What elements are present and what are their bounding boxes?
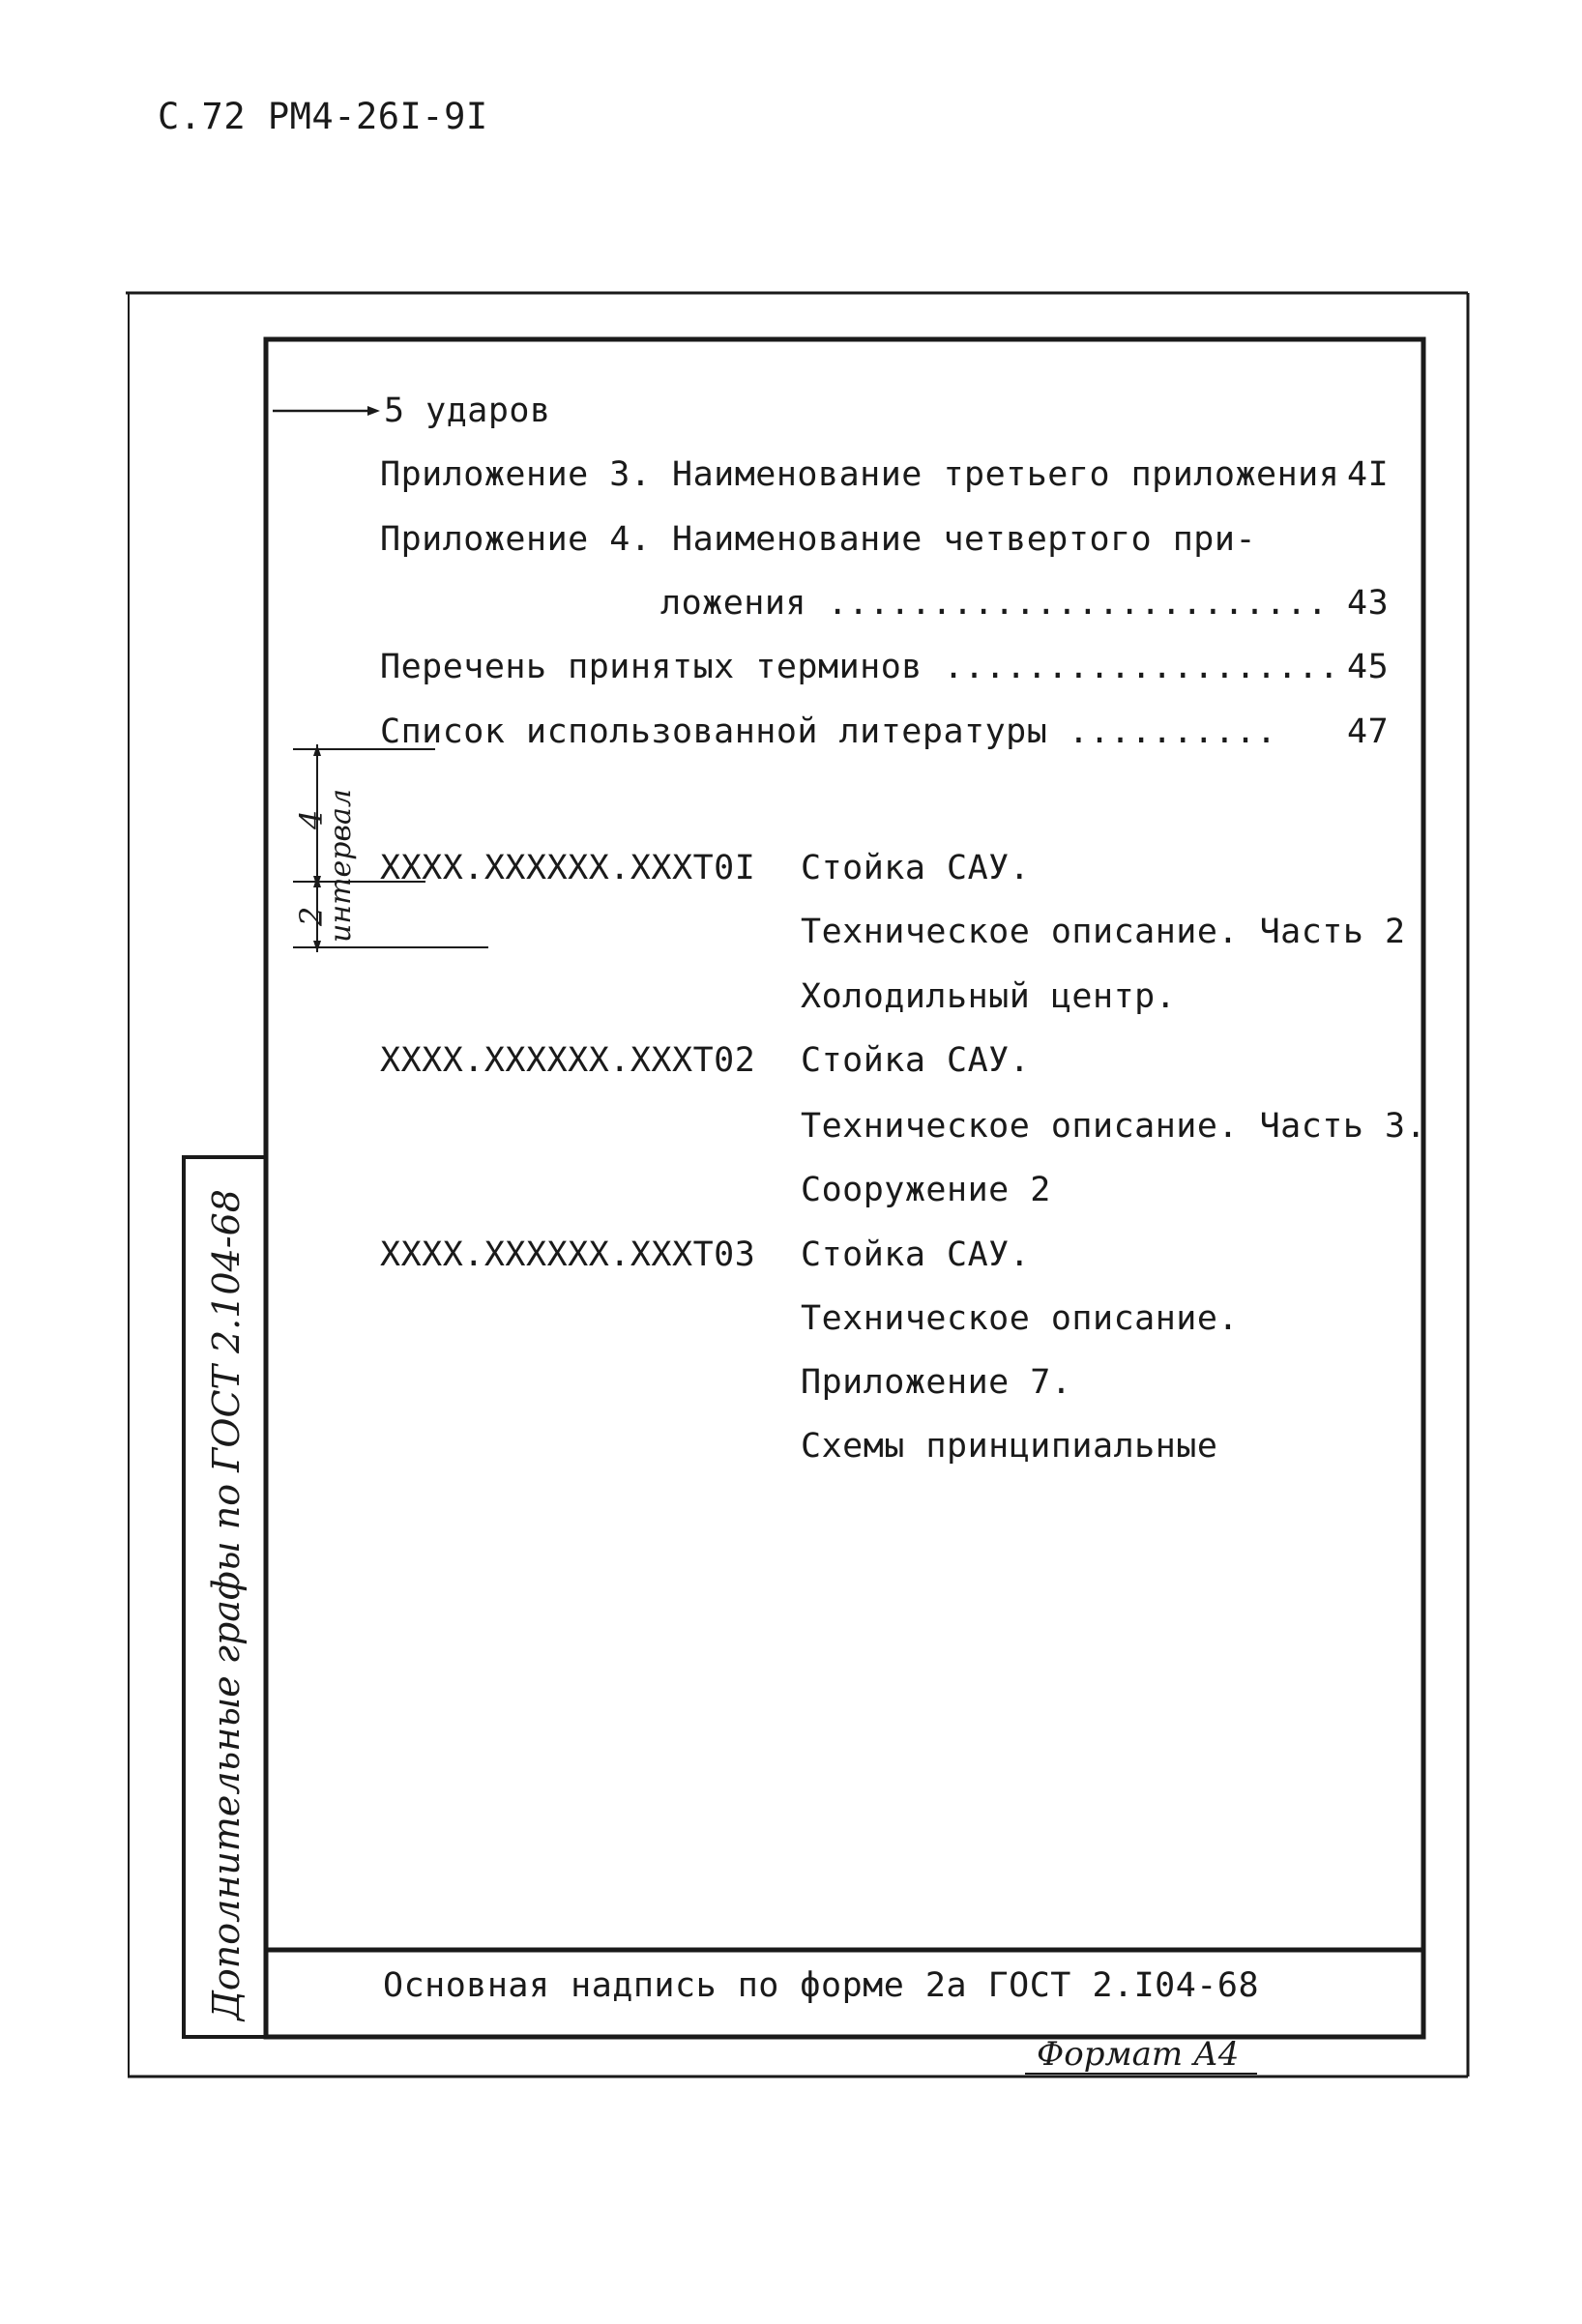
dimension-label: интервал — [324, 789, 358, 943]
document-line: Техническое описание. Часть 3. — [801, 1107, 1427, 1146]
toc-item-page: 4I — [1347, 455, 1390, 494]
dimension-upper-value: 4 — [293, 809, 330, 829]
toc-item-title: Приложение 4. Наименование четвертого при- — [380, 520, 1257, 559]
document-line: Стойка САУ. — [801, 849, 1031, 887]
toc-item-page: 43 — [1347, 584, 1390, 623]
document-line: Сооружение 2 — [801, 1171, 1051, 1209]
document-line: Холодильный центр. — [801, 977, 1177, 1016]
dimension-lower-value: 2 — [293, 906, 330, 926]
toc-item-page: 47 — [1347, 712, 1390, 751]
toc-item-title: Приложение 3. Наименование третьего приложения — [380, 455, 1340, 494]
document-line: Стойка САУ. — [801, 1235, 1031, 1274]
document-line: Техническое описание. — [801, 1299, 1240, 1338]
side-note: Дополнительные графы по ГОСТ 2.104-68 — [205, 1189, 248, 2020]
document-line: Приложение 7. — [801, 1363, 1072, 1402]
toc-item-title: Перечень принятых терминов ................... — [380, 648, 1340, 686]
document-line: Схемы принципиальные — [801, 1427, 1218, 1466]
toc-item-page: 45 — [1347, 648, 1390, 686]
toc-item-title: Список использованной литературы .......... — [380, 712, 1277, 751]
document-code: XXXX.XXXXXX.XXXT03 — [380, 1235, 756, 1274]
spacing-note: 5 ударов — [384, 392, 551, 430]
format-note: Формат А4 — [1037, 2035, 1240, 2074]
toc-item-title-continued: ложения ........................ — [660, 584, 1329, 623]
document-code: XXXX.XXXXXX.XXXT0I — [380, 849, 756, 887]
page-reference: С.72 РМ4-26I-9I — [158, 96, 488, 137]
stamp-text: Основная надпись по форме 2а ГОСТ 2.I04-68 — [383, 1966, 1260, 2005]
document-line: Техническое описание. Часть 2 — [801, 913, 1406, 951]
document-code: XXXX.XXXXXX.XXXT02 — [380, 1041, 756, 1080]
document-line: Стойка САУ. — [801, 1041, 1031, 1080]
